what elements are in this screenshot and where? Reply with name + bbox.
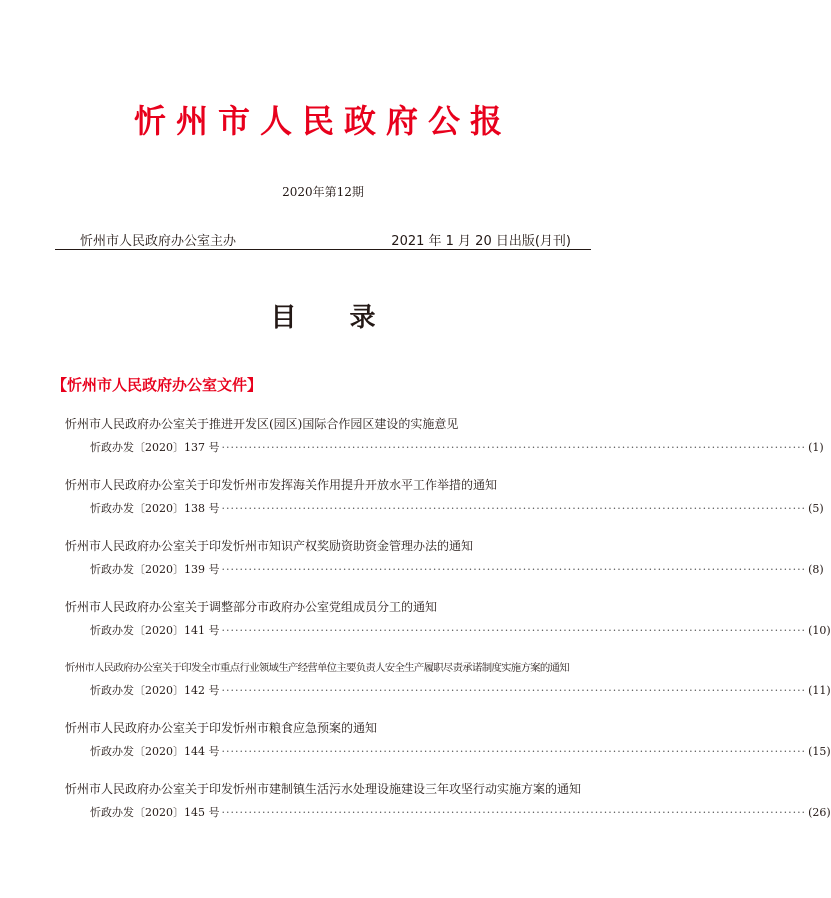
leader-dots: ·································································································································· [221,441,807,454]
leader-dots: ·································································································································· [221,502,807,515]
toc-entry-ref-line [90,500,824,516]
leader-dots: ·································································································································· [221,563,807,576]
publish-date: 2021 年 1 月 20 日出版(月刊) [391,234,571,249]
toc-entry-title[interactable]: 忻州市人民政府办公室关于印发忻州市知识产权奖励资助资金管理办法的通知 [65,539,474,553]
toc-title: 目 录 [270,303,398,333]
toc-entry-ref-line [90,561,824,577]
document-number: 忻政办发〔2020〕137 号 [90,441,220,454]
toc-entry-title[interactable]: 忻州市人民政府办公室关于印发忻州市发挥海关作用提升开放水平工作举措的通知 [65,478,498,492]
leader-dots: ·································································································································· [221,624,807,637]
toc-entry-ref-line [90,682,831,698]
issue-number: 2020年第12期 [282,185,364,199]
document-number: 忻政办发〔2020〕141 号 [90,624,220,637]
sponsor-line: 忻州市人民政府办公室主办 [80,234,237,249]
toc-entry-title[interactable]: 忻州市人民政府办公室关于印发忻州市建制镇生活污水处理设施建设三年攻坚行动实施方案的通知 [65,782,582,796]
page-number: (26) [808,806,831,819]
gazette-masthead: 忻州市人民政府公报 [133,102,512,140]
document-number: 忻政办发〔2020〕144 号 [90,745,220,758]
page-number: (5) [808,502,824,515]
toc-entry-ref-line [90,622,831,638]
page-number: (15) [808,745,831,758]
leader-dots: ·································································································································· [221,806,807,819]
document-number: 忻政办发〔2020〕142 号 [90,684,220,697]
section-heading: 【忻州市人民政府办公室文件】 [52,376,263,394]
page-number: (10) [808,624,831,637]
toc-entry-title[interactable]: 忻州市人民政府办公室关于调整部分市政府办公室党组成员分工的通知 [65,600,438,614]
leader-dots: ·································································································································· [221,745,807,758]
header-rule [55,249,591,250]
toc-entry-ref-line [90,743,831,759]
toc-entry-title[interactable]: 忻州市人民政府办公室关于推进开发区(园区)国际合作园区建设的实施意见 [65,417,459,431]
toc-entry-ref-line [90,804,831,820]
page-number: (1) [808,441,824,454]
document-number: 忻政办发〔2020〕139 号 [90,563,220,576]
toc-entry-ref-line [90,439,824,455]
toc-entry-title[interactable]: 忻州市人民政府办公室关于印发全市重点行业领域生产经营单位主要负责人安全生产履职尽责承诺制度实施方案的通知 [65,662,569,674]
page-number: (11) [808,684,831,697]
toc-entry-title[interactable]: 忻州市人民政府办公室关于印发忻州市粮食应急预案的通知 [65,721,378,735]
page-number: (8) [808,563,824,576]
document-number: 忻政办发〔2020〕145 号 [90,806,220,819]
document-number: 忻政办发〔2020〕138 号 [90,502,220,515]
leader-dots: ·································································································································· [221,684,807,697]
